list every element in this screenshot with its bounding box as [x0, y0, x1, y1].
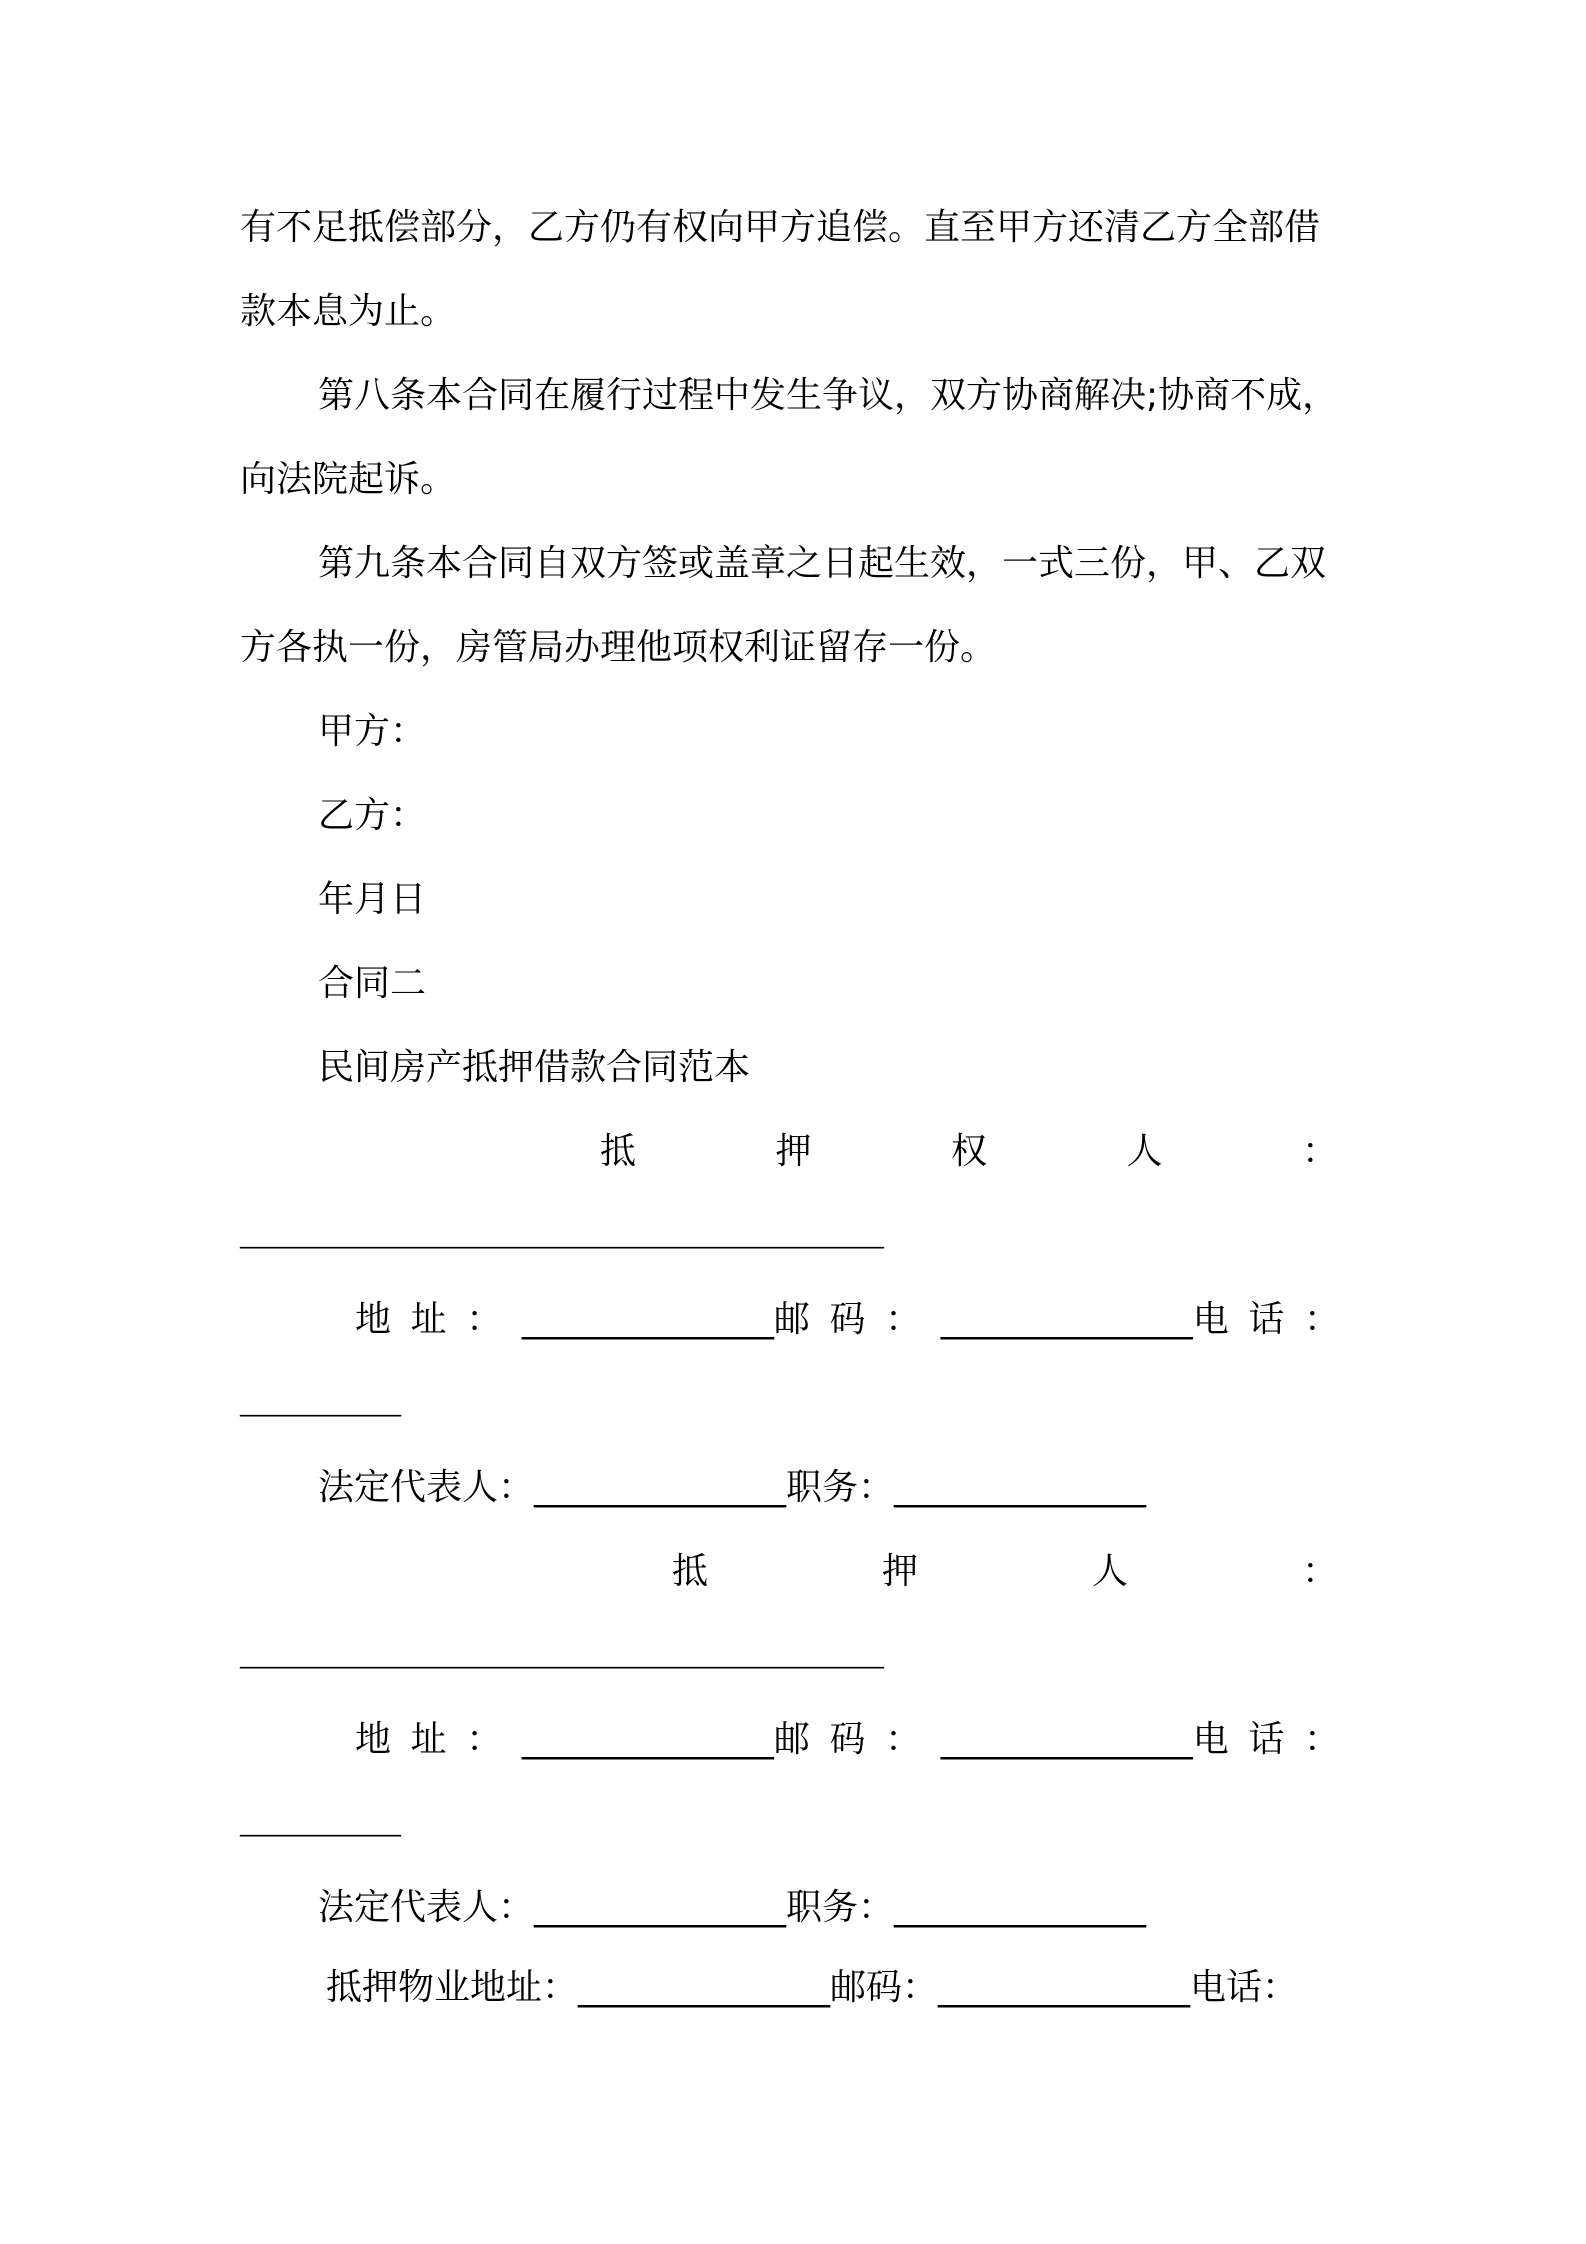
phone-char: 话 [1248, 1299, 1285, 1340]
label-char: 押 [881, 1551, 918, 1592]
mortgagor-phone-blank: ______________ [240, 1811, 401, 1837]
paragraph-line: 第八条本合同在履行过程中发生争议，双方协商解决;协商不成， [318, 375, 1339, 416]
paragraph-line: 款本息为止。 [240, 291, 457, 332]
postcode-char: 码 [829, 1299, 866, 1340]
contract-title: 民间房产抵押借款合同范本 [318, 1047, 751, 1088]
mortgagee-representative-line: 法定代表人：______________职务：______________ [318, 1467, 1147, 1508]
colon: ： [885, 1719, 922, 1760]
address-char: 址 [410, 1719, 447, 1760]
address-char: 地 [355, 1299, 392, 1340]
colon: ： [1303, 1719, 1340, 1760]
mortgagor-representative-line: 法定代表人：______________职务：______________ [318, 1887, 1147, 1928]
label-char: 权 [950, 1131, 987, 1172]
address-blank-postcode: ______________邮 [521, 1299, 810, 1340]
label-char: 押 [775, 1131, 812, 1172]
address-char: 址 [410, 1299, 447, 1340]
party-a-label: 甲方： [318, 711, 427, 752]
label-char: 人 [1126, 1131, 1163, 1172]
address-char: 地 [355, 1719, 392, 1760]
mortgagee-phone-blank: ______________ [240, 1391, 401, 1417]
paragraph-line: 第九条本合同自双方签或盖章之日起生效，一式三份，甲、乙双 [318, 543, 1327, 584]
colon: ： [466, 1299, 503, 1340]
mortgagor-label [672, 1550, 1338, 1594]
contract-heading: 合同二 [318, 963, 427, 1004]
colon: ： [466, 1719, 503, 1760]
colon: ： [1303, 1299, 1340, 1340]
date-label: 年月日 [318, 879, 427, 920]
label-char: ： [1301, 1131, 1338, 1172]
paragraph-line: 有不足抵偿部分，乙方仍有权向甲方追偿。直至甲方还清乙方全部借 [240, 207, 1321, 248]
label-char: 抵 [600, 1131, 637, 1172]
postcode-blank-phone: ______________电 [940, 1299, 1229, 1340]
label-char: ： [1301, 1551, 1338, 1592]
label-char: 人 [1091, 1551, 1128, 1592]
property-address-line: 抵押物业地址：______________邮码：______________电话： [326, 1967, 1299, 2008]
postcode-blank-phone: ______________电 [940, 1719, 1229, 1760]
paragraph-line: 方各执一份，房管局办理他项权利证留存一份。 [240, 627, 997, 668]
colon: ： [885, 1299, 922, 1340]
party-b-label: 乙方： [318, 795, 427, 836]
address-blank-postcode: ______________邮 [521, 1719, 810, 1760]
postcode-char: 码 [829, 1719, 866, 1760]
mortgagee-address-row [355, 1298, 1340, 1342]
mortgagee-name-blank: ________________________________________________________ [240, 1223, 884, 1249]
paragraph-line: 向法院起诉。 [240, 459, 457, 500]
label-char: 抵 [672, 1551, 709, 1592]
mortgagor-address-row [355, 1718, 1340, 1762]
phone-char: 话 [1248, 1719, 1285, 1760]
mortgagee-label [600, 1130, 1338, 1174]
mortgagor-name-blank: ________________________________________________________ [240, 1643, 884, 1669]
